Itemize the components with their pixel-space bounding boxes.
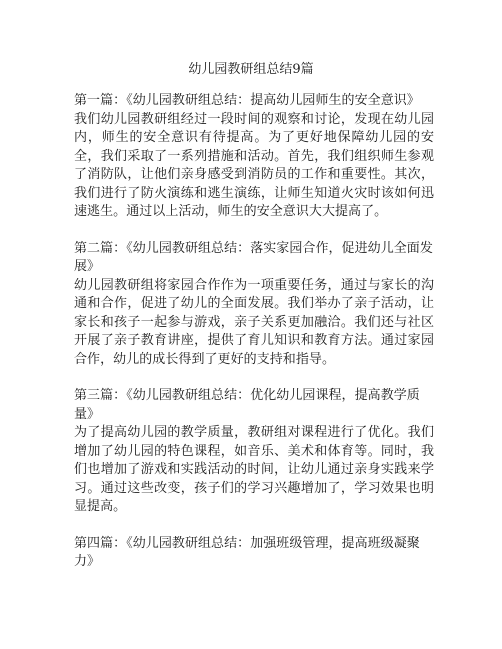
- section-heading: 第四篇：《幼儿园教研组总结：加强班级管理，提高班级凝聚力》: [74, 535, 420, 569]
- section-3: [74, 387, 434, 517]
- section-2: [74, 240, 434, 370]
- section-heading: 第一篇：《幼儿园教研组总结：提高幼儿园师生的安全意识》: [74, 93, 420, 108]
- section-body: 为了提高幼儿园的教学质量，教研组对课程进行了优化。我们增加了幼儿园的特色课程，如音乐、美术和体育等。同时，我们也增加了游戏和实践活动的时间，让幼儿通过亲身实践来学习。通过这些改变，孩子们的学习兴趣增加了，学习效果也明显提高。: [74, 425, 434, 514]
- section-body: 我们幼儿园教研组经过一段时间的观察和讨论，发现在幼儿园内，师生的安全意识有待提高。为了更好地保障幼儿园的安全，我们采取了一系列措施和活动。首先，我们组织师生参观了消防队，让他们亲身感受到消防员的工作和重要性。其次，我们进行了防火演练和逃生演练，让师生知道火灾时该如何迅速逃生。通过以上活动，师生的安全意识大大提高了。: [74, 111, 434, 219]
- document-title: 幼儿园教研组总结9篇: [188, 62, 314, 77]
- section-body: 幼儿园教研组将家园合作作为一项重要任务，通过与家长的沟通和合作，促进了幼儿的全面发展。我们举办了亲子活动，让家长和孩子一起参与游戏，亲子关系更加融洽。我们还与社区开展了亲子教育讲座，提供了育儿知识和教育方法。通过家园合作，幼儿的成长得到了更好的支持和指导。: [74, 277, 434, 367]
- document-content: [74, 92, 434, 590]
- section-heading: 第二篇：《幼儿园教研组总结：落实家园合作，促进幼儿全面发展》: [74, 240, 433, 274]
- section-1: [74, 92, 434, 222]
- section-4: [74, 535, 434, 572]
- section-heading: 第三篇：《幼儿园教研组总结：优化幼儿园课程，提高教学质量》: [74, 388, 420, 422]
